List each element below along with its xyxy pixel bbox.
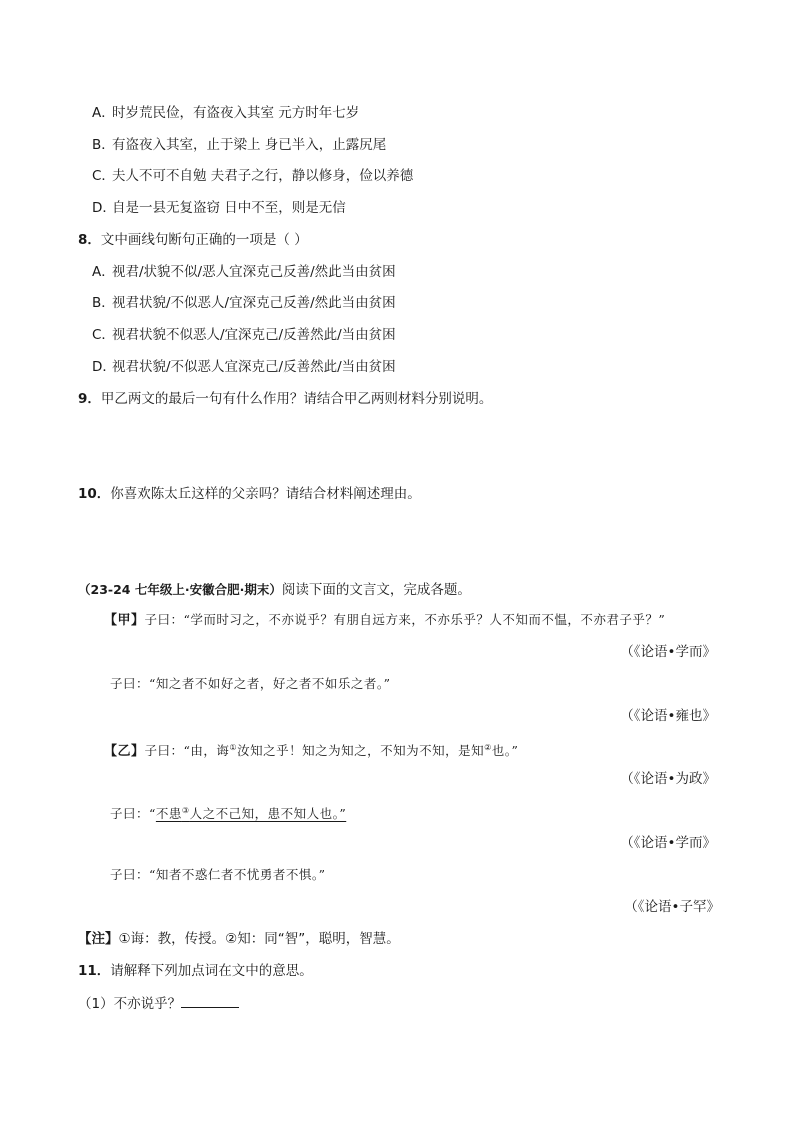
jia-source-1: （《论语•学而》: [620, 644, 716, 660]
question-8: 8．文中画线句断句正确的一项是（ ）: [78, 232, 308, 248]
q7-option-a: A．时岁荒民俭，有盗夜入其室 元方时年七岁: [92, 105, 360, 121]
jia-source-2: （《论语•雍也》: [620, 708, 716, 724]
note-2-marker: ②: [484, 743, 492, 752]
q11-sub-1: （1）不亦说乎？: [78, 994, 239, 1013]
q8-option-a: A．视君/状貌不似/恶人宜深克己反善/然此当由贫困: [92, 264, 396, 280]
jia-line-2: 子曰：“知之者不如好之者，好之者不如乐之者。”: [110, 676, 391, 691]
question-11: 11．请解释下列加点词在文中的意思。: [78, 963, 313, 979]
yi-source-2: （《论语•学而》: [620, 835, 716, 851]
note-3-marker: ③: [181, 806, 190, 815]
question-9: 9．甲乙两文的最后一句有什么作用？请结合甲乙两则材料分别说明。: [78, 391, 493, 407]
q8-option-d: D．视君状貌/不似恶人宜深克己/反善然此/当由贫困: [92, 359, 396, 375]
q7-option-d: D．自是一县无复盗窃 日中不至，则是无信: [92, 200, 346, 216]
answer-blank[interactable]: [181, 994, 239, 1008]
yi-line-3: 子曰：“知者不惑仁者不忧勇者不惧。”: [110, 867, 326, 882]
passage-intro: （23-24 七年级上·安徽合肥·期末）阅读下面的文言文，完成各题。: [78, 582, 471, 598]
jia-line-1: 【甲】子曰：“学而时习之，不亦说乎？有朋自远方来，不亦乐乎？人不知而不愠，不亦君子乎？”: [104, 612, 666, 628]
underlined-sentence: 不患③人之不己知，患不知人也。”: [155, 806, 347, 822]
q8-option-c: C．视君状貌不似恶人/宜深克己/反善然此/当由贫困: [92, 327, 396, 343]
annotation-notes: 【注】①诲：教，传授。②知：同“智”，聪明，智慧。: [78, 931, 400, 947]
yi-line-1: 【乙】子曰：“由，诲①汝知之乎！知之为知之，不知为不知，是知②也。”: [104, 743, 519, 760]
yi-line-2: 子曰：“不患③人之不己知，患不知人也。”: [110, 806, 347, 822]
question-10: 10．你喜欢陈太丘这样的父亲吗？请结合材料阐述理由。: [78, 486, 421, 502]
note-1-marker: ①: [229, 743, 238, 752]
q7-option-b: B．有盗夜入其室，止于梁上 身已半入，止露尻尾: [92, 137, 387, 153]
yi-source-3: （《论语•子罕》: [624, 899, 720, 915]
q8-option-b: B．视君状貌/不似恶人/宜深克己反善/然此当由贫困: [92, 295, 396, 311]
yi-source-1: （《论语•为政》: [620, 771, 716, 787]
q7-option-c: C．夫人不可不自勉 夫君子之行，静以修身，俭以养德: [92, 168, 414, 184]
